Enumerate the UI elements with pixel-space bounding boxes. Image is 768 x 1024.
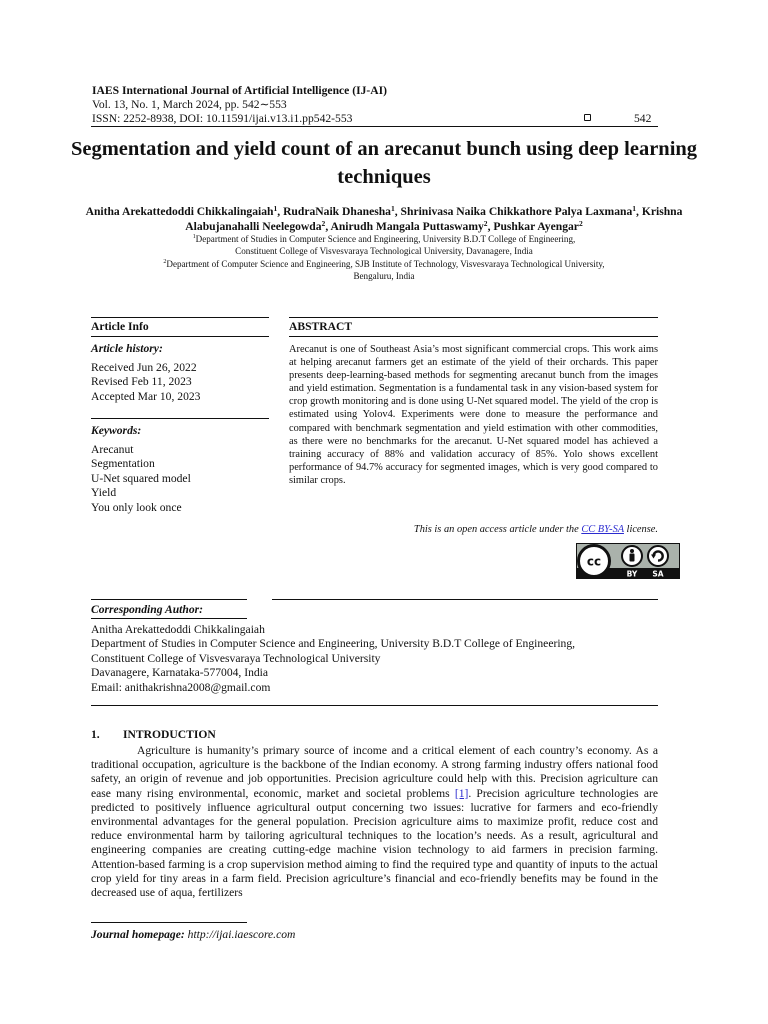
journal-volume: Vol. 13, No. 1, March 2024, pp. 542∼553 [92,98,287,111]
paper-title: Segmentation and yield count of an arecanut bunch using deep learning techniques [70,138,698,188]
journal-name: IAES International Journal of Artificial Intelligence (IJ-AI) [92,84,387,97]
journal-homepage [91,927,295,942]
citation-link[interactable]: [1] [454,786,469,800]
journal-issn-doi: ISSN: 2252-8938, DOI: 10.11591/ijai.v13.i1.pp542-553 [92,112,353,125]
corresponding-details [91,623,575,695]
history-item: Revised Feb 11, 2023 [91,375,192,389]
article-info-rule [91,336,269,337]
affiliation-line: Bengaluru, India [353,271,415,282]
affiliation-line: Department of Studies in Computer Science and Engineering, University B.D.T College of Engineering, [195,234,576,244]
intro-heading: INTRODUCTION [123,728,216,741]
keyword-item: Segmentation [91,457,155,471]
corresponding-rule-left [91,599,247,600]
corresponding-name: Anitha Arekattedoddi Chikkalingaiah [91,623,265,636]
history-list [91,361,200,404]
article-info-heading: Article Info [91,320,149,333]
square-icon [584,114,591,121]
by-label: BY [626,569,638,579]
author-list: Anitha Arekattedoddi Chikkalingaiah$^1$, RudraNaik Dhanesha$^1$, Shrinivasa Naika Chikkathore Palya Laxmana$^1$, Krishna Alabujanahalli Neelegowda$^2$, Anirudh Mangala Puttaswamy$^2$, Pushkar Ayengar$^2$ [85,204,683,233]
author-name: Anirudh Mangala Puttaswamy [330,220,484,233]
corresponding-line: Davanagere, Karnataka-577004, India [91,666,269,680]
article-info-top-rule [91,317,269,318]
cc-by-sa-badge[interactable] [576,543,680,579]
affiliation-line: Department of Computer Science and Engineering, SJB Institute of Technology, Visvesvaraya Technological University, [166,258,605,269]
intro-paragraph: Agriculture is humanity’s primary source of income and a critical element of each country’s economy. As a traditional occupation, agriculture is the backbone of the Indian economy. A strong farming industry offers national food safety, an origin of revenue and job opportunities. Precision agriculture could help with this. Precision agriculture can ease many rising environmental, economic, market and societal problems [1]. Precision agriculture technologies are predicted to positively influence agricultural output concerning two issues: lucrative for farmers and eco-friendly environmental advantages for the general population. Precision agriculture aims to maximize profit, reduce cost and reduce environmental harm by tailoring agricultural techniques to the location’s needs. As a result, agricultural and engineering companies are creating cutting-edge machine vision technology to aid farmers in precision farming. Attention-based farming is a crop supervision method aiming to find the required type and quantity of inputs to the actual crop yield for tiny areas in a farm field. Precision agriculture’s financial and eco-friendly benefits may be found in the decreased use of aqua, fertilizers [91,744,658,900]
affiliation-line: Constituent College of Visvesvaraya Technological University, Davanagere, India [235,246,533,257]
open-access-statement: This is an open access article under the CC BY-SA license. [413,524,658,535]
cc-label: cc [586,554,602,569]
page-number: 542 [634,112,652,125]
license-link[interactable]: CC BY-SA [581,524,624,535]
affiliations: $^1$Department of Studies in Computer Science and Engineering, University B.D.T College of Engineering, Constituent College of Visvesvaraya Technological University, Davanagere, India $^2$Department of Computer Science and Engineering, SJB Institute of Technology, Visvesvaraya Technological University, Bengaluru, India [60,233,708,283]
intro-number: 1. [91,728,100,741]
history-heading: Article history: [91,342,163,355]
keyword-item: Arecanut [91,443,134,456]
corresponding-line: Department of Studies in Computer Science and Engineering, University B.D.T College of Engineering, [91,637,576,651]
author-name: RudraNaik Dhanesha [283,205,391,218]
abstract-top-rule [289,317,658,318]
corresponding-email: Email: anithakrishna2008@gmail.com [91,680,271,694]
homepage-label: Journal homepage: [91,928,185,941]
corresponding-rule-right [272,599,658,600]
abstract-body: Arecanut is one of Southeast Asia’s most significant commercial crops. This work aims at helping arecanut farmers get an estimate of the yield of their orchards. This paper presents deep-learning-based methods for segmenting arecanut bunch from the images and yield estimation. Segmentation is a fundamental task in any vision-based system for crop growth monitoring and is done using U-Net squared model. The yield of the crop is estimated using Yolov4. Experiments were done to measure the performance and compared with benchmark segmentation and yield estimation with other commodities, as there were no benchmarks for the arecanut. U-Net squared model has achieved a training accuracy of 88% and validation accuracy of 85%. Yolo shows excellent performance of 94.7% accuracy for segmented images, which is very good compared to similar crops. [289,344,658,486]
author-name: Pushkar Ayengar [493,220,579,233]
abstract-rule [289,336,658,337]
author-name: Krishna Alabujanahalli Neelegowda [185,205,683,233]
author-name: Shrinivasa Naika Chikkathore Palya Laxmana [400,205,633,218]
history-item: Received Jun 26, 2022 [91,361,197,374]
keyword-item: U-Net squared model [91,471,191,485]
corresponding-line: Constituent College of Visvesvaraya Technological University [91,651,381,665]
keyword-item: You only look once [91,500,182,514]
keywords-heading: Keywords: [91,424,142,437]
header-rule [91,126,658,127]
corresponding-bottom-rule [91,705,658,706]
history-item: Accepted Mar 10, 2023 [91,389,201,403]
abstract-heading: ABSTRACT [289,320,353,333]
corresponding-heading-rule [91,618,247,619]
license-badge-icon [576,543,680,579]
homepage-url[interactable]: http://ijai.iaescore.com [187,928,296,941]
sa-label: SA [652,569,664,579]
history-rule [91,418,269,419]
corresponding-heading: Corresponding Author: [91,603,204,616]
keyword-item: Yield [91,486,117,500]
author-name: Anitha Arekattedoddi Chikkalingaiah [85,205,274,218]
keywords-list [91,443,191,515]
footer-rule [91,922,247,923]
